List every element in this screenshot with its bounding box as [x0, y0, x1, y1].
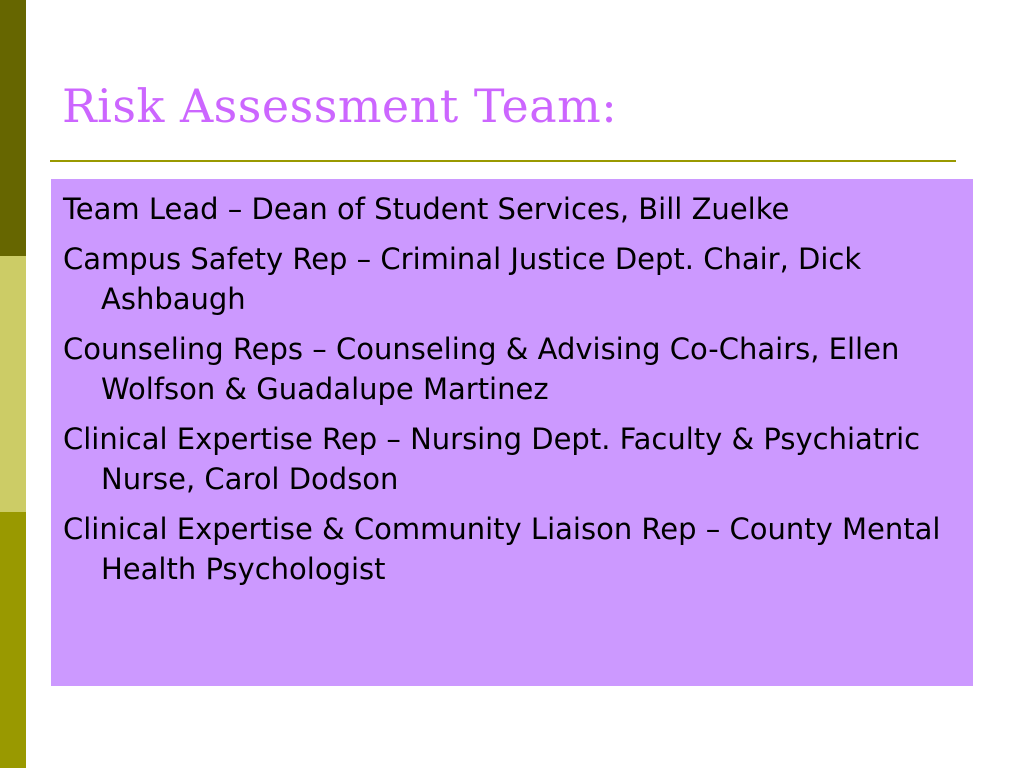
bullet-list — [63, 189, 961, 589]
sidebar-bottom-band — [0, 512, 26, 768]
bullet-team-lead: Team Lead – Dean of Student Services, Bill Zuelke — [63, 192, 790, 226]
bullet-clinical-expertise-rep: Clinical Expertise Rep – Nursing Dept. Faculty & Psychiatric Nurse, Carol Dodson — [63, 422, 921, 496]
content-box — [51, 179, 973, 686]
bullet-community-liaison-rep: Clinical Expertise & Community Liaison Rep – County Mental Health Psychologist — [63, 512, 941, 586]
slide-title: Risk Assessment Team: — [62, 79, 618, 133]
bullet-counseling-reps: Counseling Reps – Counseling & Advising Co-Chairs, Ellen Wolfson & Guadalupe Martinez — [63, 332, 900, 406]
sidebar-top-band — [0, 0, 26, 256]
title-divider — [50, 160, 956, 162]
bullet-campus-safety-rep: Campus Safety Rep – Criminal Justice Dept. Chair, Dick Ashbaugh — [63, 242, 862, 316]
sidebar-middle-band — [0, 256, 26, 512]
